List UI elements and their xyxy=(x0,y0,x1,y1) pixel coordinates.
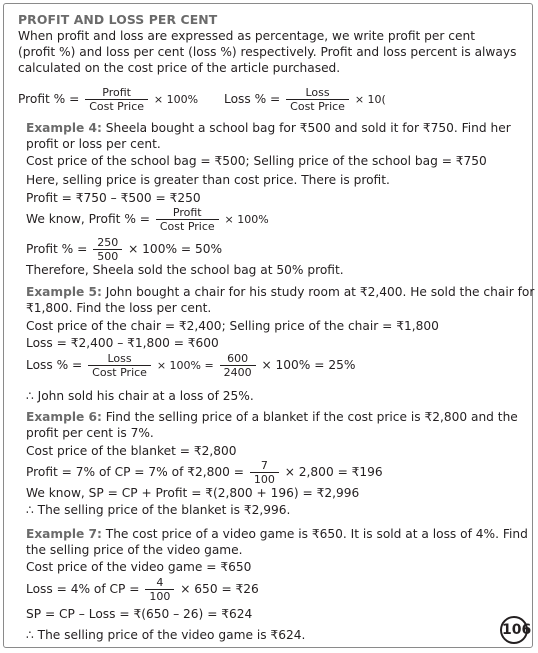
example-6-question-line-2: profit per cent is 7%. xyxy=(26,426,154,440)
example-4-step-2: Here, selling price is greater than cost price. There is profit. xyxy=(26,173,390,187)
example-5-question-line-2: ₹1,800. Find the loss per cent. xyxy=(26,301,212,315)
example-7-label: Example 7: xyxy=(26,527,102,541)
example-7-question-text: The cost price of a video game is ₹650. It is sold at a loss of 4%. Find xyxy=(105,527,528,541)
page-number: 106 xyxy=(500,616,528,644)
example-7-step-1: Cost price of the video game = ₹650 xyxy=(26,560,252,574)
example-6-label: Example 6: xyxy=(26,410,102,424)
example-5-label: Example 5: xyxy=(26,285,102,299)
example-6-step-2-numerator: 7 xyxy=(250,459,279,473)
profit-percent-formula xyxy=(18,86,198,113)
example-5-step-3-fraction-1 xyxy=(88,352,151,379)
example-7-step-2-numerator: 4 xyxy=(145,576,174,590)
example-4-step-4-lhs: We know, Profit % = xyxy=(26,212,150,226)
example-4-question-line-2: profit or loss per cent. xyxy=(26,137,161,151)
example-7-conclusion: ∴ The selling price of the video game is ₹624. xyxy=(26,628,306,642)
example-6-step-2-denominator: 100 xyxy=(253,473,275,486)
intro-line-3: calculated on the cost price of the article purchased. xyxy=(18,61,341,75)
intro-line-2: (profit %) and loss per cent (loss %) respectively. Profit and loss percent is always xyxy=(18,45,517,59)
example-4-step-3: Profit = ₹750 – ₹500 = ₹250 xyxy=(26,191,201,205)
example-7-step-2-rhs: × 650 = ₹26 xyxy=(180,582,259,596)
example-5-step-3-rhs: × 100% = 25% xyxy=(261,358,356,372)
intro-line-1: When profit and loss are expressed as percentage, we write profit per cent xyxy=(18,29,475,43)
example-5-step-3-denominator-1: Cost Price xyxy=(92,366,147,379)
example-6-step-1: Cost price of the blanket = ₹2,800 xyxy=(26,444,237,458)
loss-formula-denominator: Cost Price xyxy=(290,100,345,113)
example-4-step-5 xyxy=(26,236,222,263)
example-7-question-line-1 xyxy=(26,527,528,542)
example-4-question-text: Sheela bought a school bag for ₹500 and sold it for ₹750. Find her xyxy=(105,121,511,135)
example-5-step-1: Cost price of the chair = ₹2,400; Selling price of the chair = ₹1,800 xyxy=(26,319,439,333)
example-7-step-2-denominator: 100 xyxy=(149,590,171,603)
example-6-step-2 xyxy=(26,459,383,486)
example-7-question-line-2: the selling price of the video game. xyxy=(26,543,243,557)
example-4-step-4-numerator: Profit xyxy=(156,206,219,220)
example-5-step-3 xyxy=(26,352,355,379)
profit-formula-rhs: × 100% xyxy=(153,93,199,106)
example-4-step-4 xyxy=(26,206,269,233)
example-5-conclusion: ∴ John sold his chair at a loss of 25%. xyxy=(26,389,254,403)
example-6-step-3: We know, SP = CP + Profit = ₹(2,800 + 196) = ₹2,996 xyxy=(26,486,360,500)
profit-formula-denominator: Cost Price xyxy=(89,100,145,113)
example-5-step-3-mid: × 100% = xyxy=(156,359,214,372)
example-5-step-3-denominator-2: 2400 xyxy=(223,366,252,379)
example-7-step-2-fraction xyxy=(145,576,174,603)
example-5-step-3-lhs: Loss % = xyxy=(26,358,83,372)
loss-percent-formula xyxy=(224,86,386,113)
loss-formula-rhs: × 10( xyxy=(354,93,386,106)
example-5-question-text: John bought a chair for his study room at ₹2,400. He sold the chair for xyxy=(105,285,535,299)
example-7-step-3: SP = CP – Loss = ₹(650 – 26) = ₹624 xyxy=(26,607,253,621)
textbook-page xyxy=(3,3,533,648)
example-6-question-text: Find the selling price of a blanket if the cost price is ₹2,800 and the xyxy=(105,410,518,424)
profit-formula-numerator: Profit xyxy=(85,86,148,100)
example-5-question-line-1 xyxy=(26,285,534,300)
example-4-step-5-denominator: 500 xyxy=(97,250,119,263)
example-6-conclusion: ∴ The selling price of the blanket is ₹2,996. xyxy=(26,503,291,517)
example-6-question-line-1 xyxy=(26,410,518,425)
example-6-step-2-lhs: Profit = 7% of CP = 7% of ₹2,800 = xyxy=(26,465,244,479)
profit-formula-lhs: Profit % = xyxy=(18,92,80,106)
example-6-step-2-fraction xyxy=(250,459,279,486)
example-4-step-5-fraction xyxy=(93,236,122,263)
example-4-step-4-fraction xyxy=(156,206,219,233)
example-5-step-2: Loss = ₹2,400 – ₹1,800 = ₹600 xyxy=(26,336,219,350)
example-5-step-3-numerator-2: 600 xyxy=(220,352,256,366)
loss-formula-fraction xyxy=(286,86,349,113)
example-7-step-2 xyxy=(26,576,259,603)
example-4-step-4-denominator: Cost Price xyxy=(159,220,215,233)
example-4-conclusion: Therefore, Sheela sold the school bag at 50% profit. xyxy=(26,263,344,277)
example-6-step-2-rhs: × 2,800 = ₹196 xyxy=(284,465,383,479)
loss-formula-lhs: Loss % = xyxy=(224,92,281,106)
example-5-step-3-fraction-2 xyxy=(220,352,256,379)
example-5-step-3-numerator-1: Loss xyxy=(88,352,151,366)
section-heading: PROFIT AND LOSS PER CENT xyxy=(18,12,218,27)
profit-formula-fraction xyxy=(85,86,148,113)
example-7-step-2-lhs: Loss = 4% of CP = xyxy=(26,582,140,596)
loss-formula-numerator: Loss xyxy=(286,86,349,100)
example-4-label: Example 4: xyxy=(26,121,102,135)
example-4-step-5-numerator: 250 xyxy=(93,236,122,250)
example-4-step-5-rhs: × 100% = 50% xyxy=(128,242,223,256)
example-4-question-line-1 xyxy=(26,121,511,136)
example-4-step-5-lhs: Profit % = xyxy=(26,242,88,256)
example-4-step-1: Cost price of the school bag = ₹500; Selling price of the school bag = ₹750 xyxy=(26,154,487,168)
example-4-step-4-rhs: × 100% xyxy=(224,213,269,226)
